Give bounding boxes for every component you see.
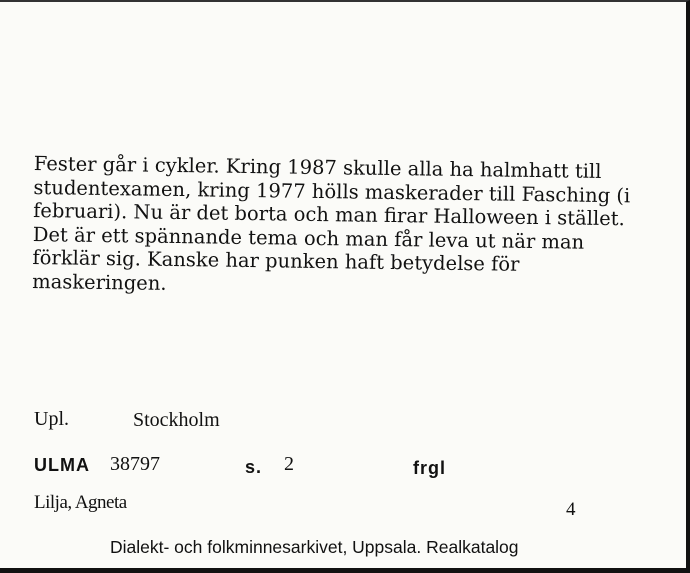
page-label: s. [245,457,263,477]
archive-number: 38797 [110,453,160,475]
body-line-1: Fester går i cykler. Kring 1987 skulle alla ha halmhatt till [33,152,602,183]
body-line-6: maskeringen. [32,269,167,295]
body-line-2: studentexamen, kring 1977 hölls maskerader till Fasching (i [33,175,631,207]
body-line-3: februari). Nu är det borta och man firar Halloween i stället. [33,198,625,231]
card-body-text [32,152,644,302]
archive-label: ULMA [34,455,90,475]
page-number: 2 [284,453,294,475]
province-label: Upl. [34,408,69,430]
collector-name: Lilja, Agneta [34,492,127,513]
body-line-5: förklär sig. Kanske har punken haft betydelse för [32,245,520,276]
card-number: 4 [566,499,576,520]
body-line-4: Det är ett spännande tema och man får leva ut när man [32,222,585,254]
category-label: frgl [413,458,446,478]
place-label: Stockholm [133,409,220,431]
archive-footer: Dialekt- och folkminnesarkivet, Uppsala. Realkatalog [110,537,519,557]
